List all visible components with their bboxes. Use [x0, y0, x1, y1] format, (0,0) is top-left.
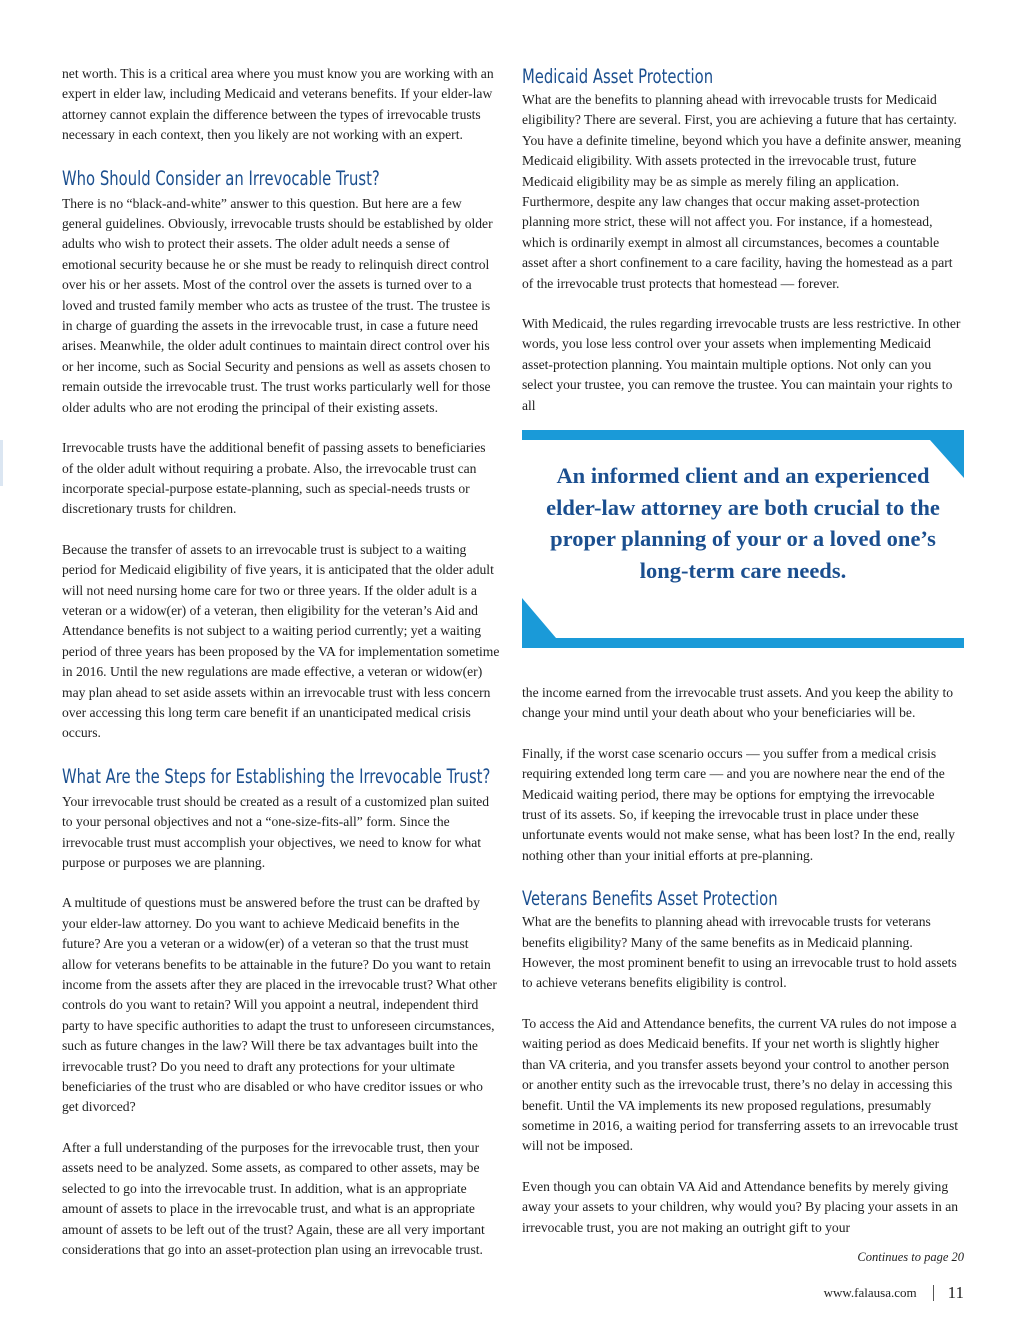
- paragraph: After a full understanding of the purposes for the irrevocable trust, then your assets need to be analyzed. Some assets, as compared to other assets, may be selected to go into the irrevocable trust. In addition, what is an appropriate amount of assets to place in the irrevocable trust, and what is an appropriate amount of assets to be left out of the trust? Again, these are all very important considerations that go into an asset-protection plan using an irrevocable trust.: [62, 1139, 485, 1257]
- paragraph: What are the benefits to planning ahead with irrevocable trusts for Medicaid eligibility? There are several. First, you are achieving a future that has certainty. You have a definite timeline, beyond which you have a definite answer, meaning Medicaid eligibility. With assets protected in the irrevocable trust, future Medicaid eligibility may be as simple as merely filing an application. Furthermore, despite any law changes that occur making asset-protection planning more strict, these will not affect you. For instance, if a homestead, which is ordinarily exempt in almost all circumstances, becomes a countable asset after a short confinement to a care facility, having the homestead as a part of the irrevocable trust protects that homestead — forever.: [522, 92, 961, 291]
- heading-steps-establishing-trust: What Are the Steps for Establishing the Irrevocable Trust?: [62, 764, 491, 788]
- heading-who-should-consider: Who Should Consider an Irrevocable Trust?: [62, 166, 380, 190]
- paragraph: To access the Aid and Attendance benefits, the current VA rules do not impose a waiting period as does Medicaid benefits. If your net worth is slightly higher than VA criteria, and you transfer assets beyond your control to another person or another entity such as the irrevocable trust, there’s no delay in accessing this benefit. Until the VA implements its new proposed regulations, presumably sometime in 2016, a waiting period for transferring assets to an irrevocable trust will not be imposed.: [522, 1015, 959, 1154]
- right-column-upper: [522, 64, 962, 436]
- paragraph: the income earned from the irrevocable trust assets. And you keep the ability to change your mind until your death about who your beneficiaries will be.: [522, 685, 954, 721]
- heading-veterans-benefits: Veterans Benefits Asset Protection: [522, 887, 778, 911]
- paragraph: With Medicaid, the rules regarding irrevocable trusts are less restrictive. In other words, you lose less control over your assets when implementing Medicaid asset-protection planning. You maintain multiple options. Not only can you select your trustee, you can remove the trustee. You can maintain your rights to all: [522, 316, 961, 413]
- paragraph: What are the benefits to planning ahead with irrevocable trusts for veterans benefits eligibility? Many of the same benefits as in Medicaid planning. However, the most prominent benefit to using an irrevocable trust to hold assets to achieve veterans benefits eligibility is control.: [522, 914, 957, 991]
- paragraph: Irrevocable trusts have the additional benefit of passing assets to beneficiaries of the older adult without requiring a probate. Also, the irrevocable trust can incorporate special-purpose estate-planning, such as special-needs trusts or discretionary trusts for children.: [62, 440, 486, 517]
- page-number: 11: [947, 1283, 964, 1302]
- website-link[interactable]: www.falausa.com: [823, 1285, 917, 1300]
- paragraph: Because the transfer of assets to an irrevocable trust is subject to a waiting period for Medicaid eligibility of five years, it is anticipated that the older adult will not need nursing home care for two or three years. If the older adult is a veteran or a widow(er) of a veteran, then eligibility for the veteran’s Aid and Attendance benefits is not subject to a waiting period currently; yet a waiting period of three years has been proposed by the VA for implementation sometime in 2016. Until the new regulations are made effective, a veteran or widow(er) may plan ahead to set aside assets within an irrevocable trust with less concern over accessing this long term care benefit if an unanticipated medical crisis occurs.: [62, 541, 500, 741]
- intro-paragraph: net worth. This is a critical area where you must know you are working with an expert in elder law, including Medicaid and veterans benefits. If your elder-law attorney cannot explain the difference between the types of irrevocable trusts necessary in each context, then you likely are not working with an expert.: [62, 66, 494, 143]
- page-footer: [824, 1283, 964, 1303]
- right-column-lower: [522, 683, 962, 1258]
- paragraph: Even though you can obtain VA Aid and Attendance benefits by merely giving away your assets to your children, why would you? By placing your assets in an irrevocable trust, you are not making an outright gift to your: [522, 1178, 959, 1235]
- heading-medicaid-asset-protection: Medicaid Asset Protection: [522, 65, 714, 88]
- paragraph: Finally, if the worst case scenario occurs — you suffer from a medical crisis requiring extended long term care — and you are nowhere near the end of the Medicaid waiting period, there may be options for emptying the irrevocable trust of its assets. So, if keeping the irrevocable trust in place under these unfortunate events would not make sense, what has been lost? In the end, really nothing other than your initial efforts at pre-planning.: [522, 745, 955, 863]
- page-edge-mark: [0, 440, 3, 486]
- callout-bottom-bar: [522, 598, 964, 648]
- pull-quote-callout: [522, 430, 964, 656]
- continues-to-page-link[interactable]: Continues to page 20: [857, 1250, 964, 1264]
- paragraph: Your irrevocable trust should be created as a result of a customized plan suited to your personal objectives and not a “one-size-fits-all” form. Since the irrevocable trust must accomplish your objectives, we need to know for what purpose or purposes we are planning.: [62, 793, 490, 870]
- footer-divider: [933, 1285, 934, 1301]
- paragraph: There is no “black-and-white” answer to this question. But here are a few general guidelines. Obviously, irrevocable trusts should be established by older adults who wish to protect their assets. The older adult needs a sense of emotional security because he or she must be ready to relinquish direct control over his or her assets. Most of the control over the assets is turned over to a loved and trusted family member who acts as trustee of the trust. The trustee is in charge of guarding the assets in the irrevocable trust, in case a future need arises. Meanwhile, the older adult continues to maintain direct control over his or her income, such as Social Security and pensions as well as assets chosen to remain outside the irrevocable trust. The trust works particularly well for those older adults who are not eroding the principal of their existing assets.: [62, 195, 493, 415]
- callout-quote-text: An informed client and an experienced elder-law attorney are both crucial to the proper planning of your or a loved one’s long-term care needs.: [546, 463, 940, 583]
- paragraph: A multitude of questions must be answered before the trust can be drafted by your elder-law attorney. Do you want to achieve Medicaid benefits in the future? Are you a veteran or a widow(er) of a veteran so that the trust must allow for veterans benefits to be attainable in the future? Do you want to retain income from the assets after they are placed in the irrevocable trust? What other controls do you want to retain? Will you appoint a neutral, independent third party to have specific authorities to adapt the trust to unforeseen circumstances, such as future changes in the law? Will there be tax advantages built into the irrevocable trust? Do you need to draft any protections for your ultimate beneficiaries of the trust who are disabled or who have creditor issues or who get divorced?: [62, 895, 497, 1115]
- left-column: [62, 64, 500, 1280]
